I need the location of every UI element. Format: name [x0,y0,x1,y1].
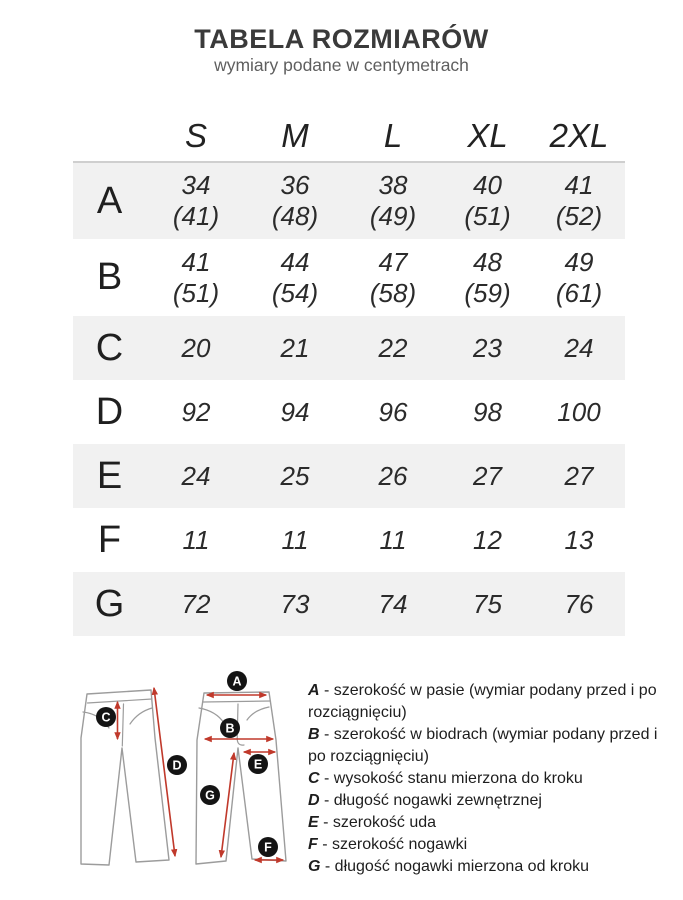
value-line: (41) [172,201,220,231]
legend-key: F [308,836,318,853]
value-line: (51) [172,277,220,308]
legend-key: E [308,814,319,831]
value-cell [246,444,344,508]
value-cell [442,162,533,239]
table-body [73,162,625,636]
legend-item-b [308,724,662,768]
value-cell [246,572,344,636]
value-cell [533,572,625,636]
value-line: 49 [564,246,594,277]
measurement-row-e [73,444,625,508]
measurement-row-g [73,572,625,636]
value-cell [533,444,625,508]
legend-key: C [308,770,320,787]
value-cell [246,162,344,239]
value-cell [246,380,344,444]
value-cell [533,162,625,239]
value-cell [344,239,442,316]
row-label: F [97,518,122,561]
pants-diagram-svg [54,660,304,900]
legend-key: A [308,682,320,699]
value-line: 12 [473,524,502,555]
value-cell [344,162,442,239]
bottom-section [0,660,683,900]
legend-item-e [308,812,662,834]
measurement-row-c [73,316,625,380]
value-cell [344,572,442,636]
value-line: (59) [464,277,511,308]
value-cell [533,239,625,316]
value-cell [442,508,533,572]
value-line: 23 [473,332,502,363]
measurement-row-d [73,380,625,444]
value-line: 34 [181,170,211,200]
value-line: 11 [379,524,407,555]
measurement-row-f [73,508,625,572]
value-line: 38 [378,170,408,200]
header [0,0,683,75]
row-label: G [73,572,146,636]
page-subtitle: wymiary podane w centymetrach [214,55,469,75]
value-line: 26 [378,460,408,491]
row-label: E [73,444,146,508]
row-label: A [73,162,146,239]
value-line: 96 [378,396,408,427]
row-label: D [95,390,124,433]
value-line: (61) [555,277,603,308]
badge-b-label: B [225,721,235,736]
measurement-row-a [73,162,625,239]
row-label: B [96,256,123,298]
value-line: 11 [281,524,309,555]
legend-text: - szerokość uda [318,814,437,831]
badge-d-label: D [172,758,182,773]
legend-key: D [308,792,320,809]
value-line: 24 [181,460,211,491]
value-line: 11 [182,524,210,555]
value-line: (54) [271,277,319,308]
size-column-header-2xl: 2XL [533,103,625,162]
value-cell [344,380,442,444]
legend-text: - szerokość w biodrach (wymiar podany przed i po rozciągnięciu) [308,726,658,765]
value-cell [533,508,625,572]
measurement-row-b [73,239,625,316]
value-cell [146,316,246,380]
value-line: 21 [280,332,310,363]
badge-a-label: A [232,674,242,689]
value-line: 76 [564,588,594,619]
value-cell [442,444,533,508]
value-cell [246,508,344,572]
value-cell [146,162,246,239]
value-line: 36 [280,170,310,200]
value-line: 25 [280,460,310,491]
page-title: TABELA ROZMIARÓW [194,24,489,54]
value-line: 74 [378,588,408,619]
value-cell [146,239,246,316]
size-column-header-xl: XL [442,103,533,162]
value-line: 48 [473,246,502,277]
value-cell [146,572,246,636]
badge-e-label: E [253,757,263,772]
value-cell [533,316,625,380]
measurement-legend [308,660,662,878]
legend-item-c [308,768,662,790]
value-line: 94 [280,396,310,427]
value-cell [442,316,533,380]
value-line: 98 [473,396,502,427]
value-line: (49) [369,201,417,231]
value-line: 72 [181,588,211,619]
value-line: 24 [564,332,594,363]
pants-outline [81,690,169,865]
value-cell [533,380,625,444]
badge-g-label: G [205,788,215,803]
legend-key: B [308,726,320,743]
size-column-header-l: L [344,103,442,162]
value-cell [344,444,442,508]
value-line: 22 [378,332,408,363]
value-line: 13 [564,524,594,555]
value-cell [442,239,533,316]
size-column-header-m: M [246,103,344,162]
value-line: (48) [271,201,319,231]
value-line: 100 [557,396,601,427]
value-line: 73 [280,588,310,619]
value-line: (51) [464,201,511,231]
badge-f-label: F [264,840,272,855]
value-cell [146,508,246,572]
value-line: 41 [181,246,211,277]
legend-text: - długość nogawki zewnętrznej [319,792,542,809]
legend-item-d [308,790,662,812]
legend-text: - wysokość stanu mierzona do kroku [319,770,583,787]
value-line: 47 [378,246,408,277]
pants-measurement-diagram [54,660,304,900]
value-line: (58) [369,277,417,308]
value-line: 40 [473,170,502,200]
legend-item-f [308,834,662,856]
value-cell [246,316,344,380]
row-label: C [73,316,146,380]
size-table [73,103,625,636]
value-line: 20 [181,332,211,363]
value-line: 44 [280,246,310,277]
value-cell [442,380,533,444]
value-cell [146,380,246,444]
value-cell [246,239,344,316]
size-column-header-s: S [146,103,246,162]
legend-key: G [308,858,321,875]
legend-text: - długość nogawki mierzona od kroku [320,858,590,875]
legend-text: - szerokość w pasie (wymiar podany przed i po rozciągnięciu) [308,682,657,721]
value-cell [344,316,442,380]
value-cell [344,508,442,572]
corner-cell [73,103,146,162]
value-cell [146,444,246,508]
badge-c-label: C [101,710,111,725]
value-line: 27 [564,460,594,491]
value-line: (52) [555,201,603,231]
legend-item-a [308,680,662,724]
value-line: 41 [564,170,594,200]
pants-figure-1 [81,688,175,865]
value-line: 27 [473,460,502,491]
value-cell [442,572,533,636]
legend-text: - szerokość nogawki [317,836,468,853]
table-head-row [73,103,625,162]
legend-item-g [308,856,662,878]
value-line: 75 [473,588,502,619]
value-line: 92 [181,396,211,427]
